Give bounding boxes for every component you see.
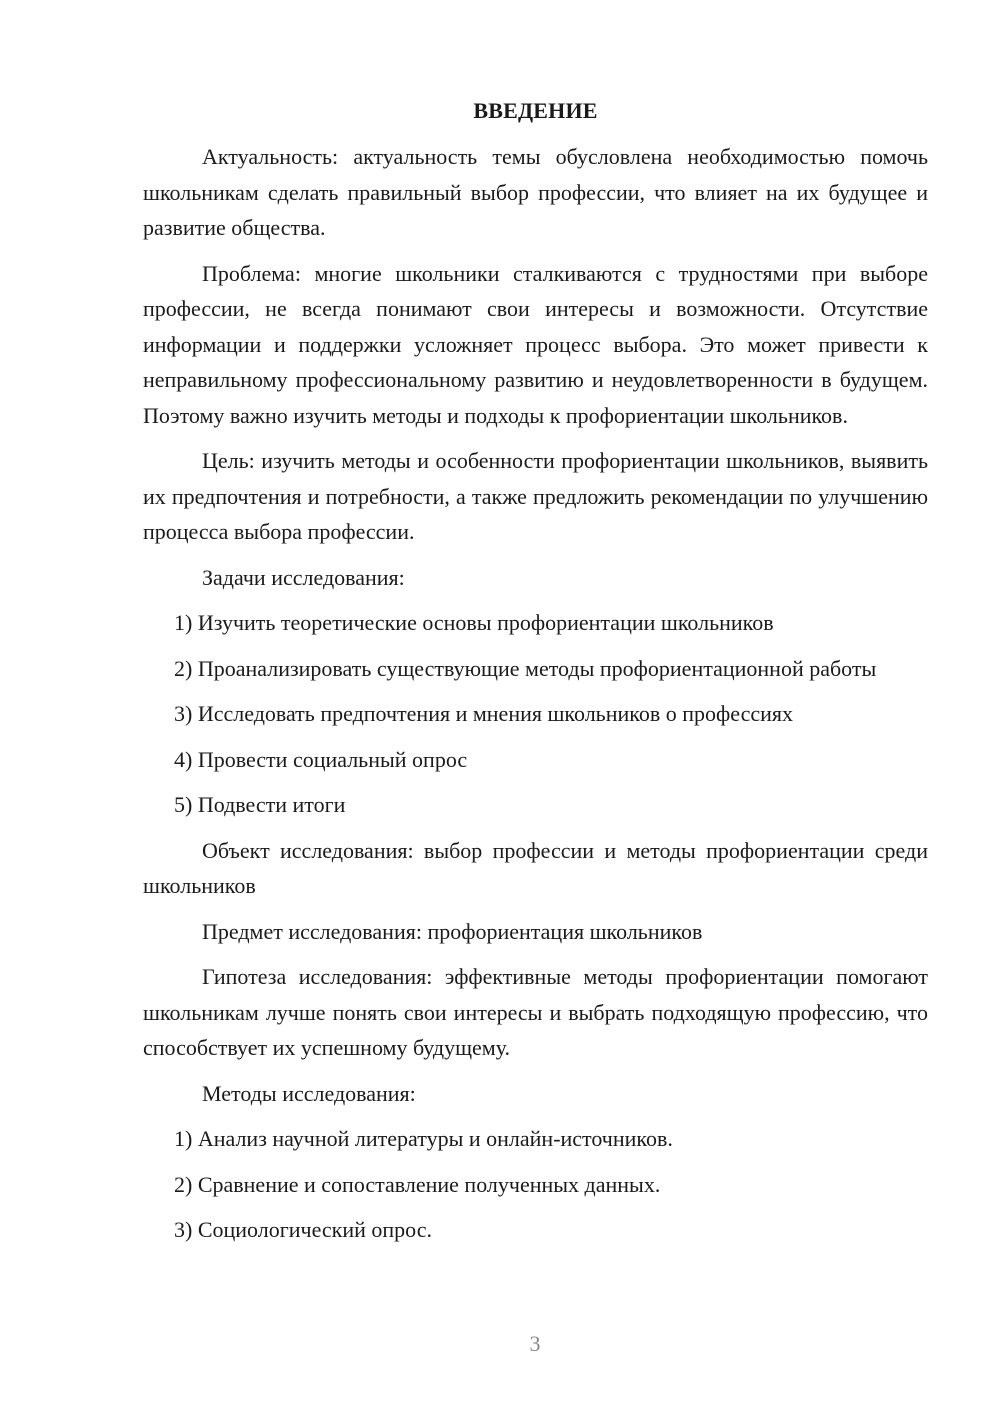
paragraph-goal: Цель: изучить методы и особенности профориентации школьников, выявить их предпочтения и потребности, а также предложить рекомендации по улучшению процесса выбора профессии.: [143, 448, 928, 544]
paragraph-problem: Проблема: многие школьники сталкиваются с трудностями при выборе профессии, не всегда понимают свои интересы и возможности. Отсутствие информации и поддержки усложняет процесс выбора. Это может привести к неправильному профессиональному развитию и неудовлетворенности в будущем. Поэтому важно изучить методы и подходы к профориентации школьников.: [143, 260, 928, 428]
list-item-method-3: 3) Социологический опрос.: [174, 1217, 432, 1242]
list-item-task-2: 2) Проанализировать существующие методы профориентационной работы: [174, 655, 877, 681]
list-item-task-5: 5) Подвести итоги: [174, 792, 346, 817]
document-page: [143, 93, 928, 1258]
paragraph-subject: Предмет исследования: профориентация школьников: [202, 918, 703, 944]
paragraph-relevance: Актуальность: актуальность темы обусловлена необходимостью помочь школьникам сделать правильный выбор профессии, что влияет на их будущее и развитие общества.: [143, 144, 928, 240]
paragraph-methods-heading: Методы исследования:: [202, 1080, 416, 1106]
list-item-task-4: 4) Провести социальный опрос: [174, 746, 468, 772]
section-title: ВВЕДЕНИЕ: [473, 98, 598, 123]
list-item-task-3: 3) Исследовать предпочтения и мнения школьников о профессиях: [174, 701, 793, 726]
paragraph-tasks-heading: Задачи исследования:: [202, 564, 405, 590]
list-item-task-1: 1) Изучить теоретические основы профориентации школьников: [174, 610, 774, 635]
paragraph-object: Объект исследования: выбор профессии и методы профориентации среди школьников: [143, 837, 928, 898]
list-item-method-1: 1) Анализ научной литературы и онлайн-источников.: [174, 1126, 673, 1151]
list-item-method-2: 2) Сравнение и сопоставление полученных данных.: [174, 1171, 661, 1197]
paragraph-hypothesis: Гипотеза исследования: эффективные методы профориентации помогают школьникам лучше понять свои интересы и выбрать подходящую профессию, что способствует их успешному будущему.: [143, 964, 928, 1060]
page-number: 3: [529, 1331, 541, 1356]
